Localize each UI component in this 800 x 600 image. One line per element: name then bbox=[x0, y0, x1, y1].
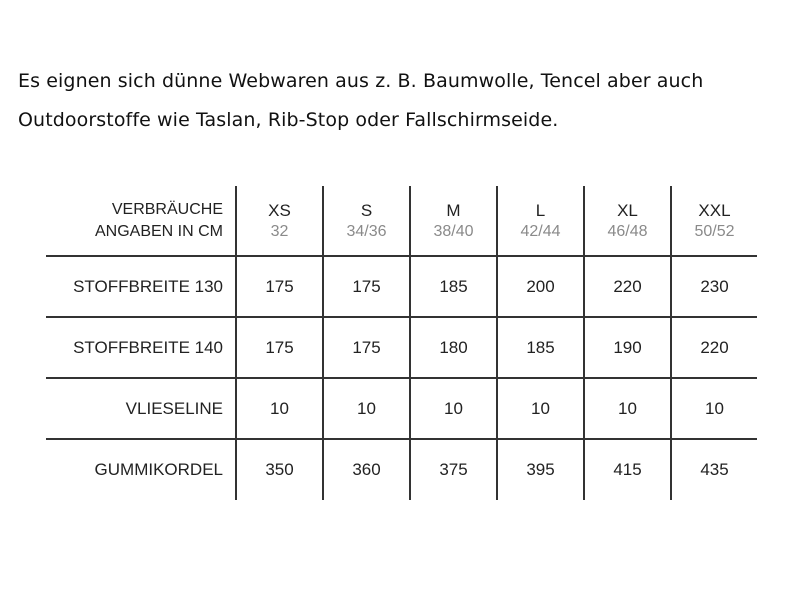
table-row bbox=[46, 439, 757, 500]
table-cell: 175 bbox=[236, 256, 323, 317]
size-name: L bbox=[535, 200, 546, 220]
row-label-stoffbreite-130: STOFFBREITE 130 bbox=[46, 256, 236, 317]
table-cell: 220 bbox=[584, 256, 671, 317]
size-name: XL bbox=[617, 200, 638, 220]
size-header-xxl bbox=[671, 186, 757, 256]
size-name: M bbox=[446, 200, 461, 220]
table-cell: 350 bbox=[236, 439, 323, 500]
row-label-vlieseline: VLIESELINE bbox=[46, 378, 236, 439]
size-range: 38/40 bbox=[433, 222, 474, 240]
size-range: 32 bbox=[270, 222, 289, 240]
table-cell: 10 bbox=[323, 378, 410, 439]
table-cell: 415 bbox=[584, 439, 671, 500]
table-cell: 175 bbox=[323, 256, 410, 317]
header-label-line-1: VERBRÄUCHE bbox=[111, 200, 223, 218]
intro-line-2: Outdoorstoffe wie Taslan, Rib-Stop oder Fallschirmseide. bbox=[18, 109, 559, 131]
table-cell: 10 bbox=[236, 378, 323, 439]
table-cell: 395 bbox=[497, 439, 584, 500]
size-range: 50/52 bbox=[694, 222, 735, 240]
size-header-l bbox=[497, 186, 584, 256]
table-cell: 175 bbox=[323, 317, 410, 378]
row-label-gummikordel: GUMMIKORDEL bbox=[46, 439, 236, 500]
row-label-stoffbreite-140: STOFFBREITE 140 bbox=[46, 317, 236, 378]
size-range: 42/44 bbox=[520, 222, 561, 240]
table-cell: 360 bbox=[323, 439, 410, 500]
table-cell: 10 bbox=[671, 378, 757, 439]
table-cell: 230 bbox=[671, 256, 757, 317]
size-header-xs bbox=[236, 186, 323, 256]
table-cell: 185 bbox=[497, 317, 584, 378]
table-row bbox=[46, 317, 757, 378]
table-row bbox=[46, 256, 757, 317]
intro-text bbox=[18, 62, 788, 140]
table-cell: 10 bbox=[584, 378, 671, 439]
intro-line-1: Es eignen sich dünne Webwaren aus z. B. Baumwolle, Tencel aber auch bbox=[18, 70, 704, 92]
table-header-row bbox=[46, 186, 757, 256]
table-cell: 180 bbox=[410, 317, 497, 378]
table-cell: 375 bbox=[410, 439, 497, 500]
fabric-consumption-table bbox=[46, 186, 757, 500]
size-range: 34/36 bbox=[346, 222, 387, 240]
table-cell: 185 bbox=[410, 256, 497, 317]
size-name: XXL bbox=[698, 200, 731, 220]
table-cell: 435 bbox=[671, 439, 757, 500]
size-name: XS bbox=[268, 200, 291, 220]
header-label-line-2: ANGABEN IN CM bbox=[94, 222, 223, 240]
size-range: 46/48 bbox=[607, 222, 648, 240]
size-header-xl bbox=[584, 186, 671, 256]
table-cell: 220 bbox=[671, 317, 757, 378]
size-header-m bbox=[410, 186, 497, 256]
table-cell: 10 bbox=[410, 378, 497, 439]
table-row bbox=[46, 378, 757, 439]
table-cell: 200 bbox=[497, 256, 584, 317]
size-name: S bbox=[360, 200, 373, 220]
table-cell: 10 bbox=[497, 378, 584, 439]
header-label-cell bbox=[46, 186, 236, 256]
table-cell: 175 bbox=[236, 317, 323, 378]
table-cell: 190 bbox=[584, 317, 671, 378]
size-header-s bbox=[323, 186, 410, 256]
